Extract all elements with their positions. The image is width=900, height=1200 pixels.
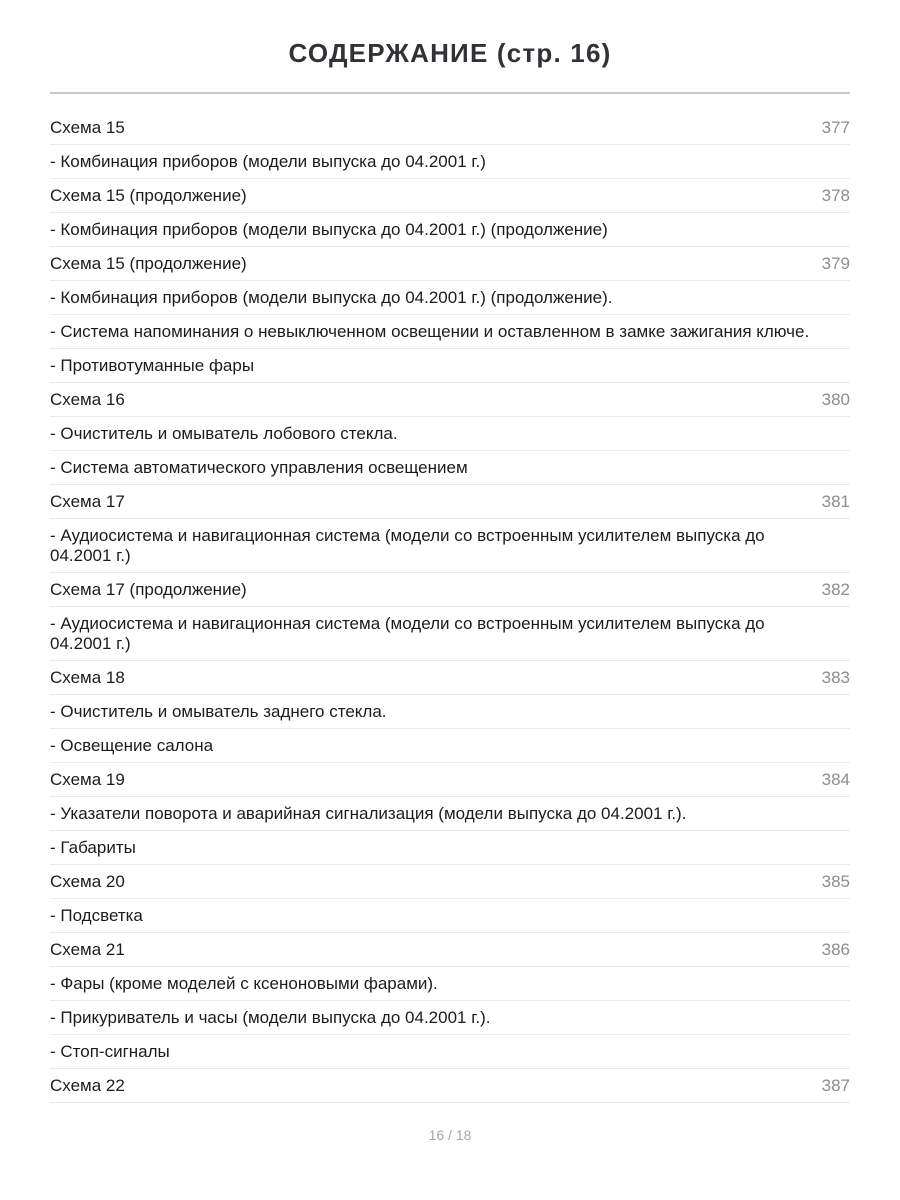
toc-entry-label: - Комбинация приборов (модели выпуска до 04.2001 г.) (продолжение). [50,287,613,307]
toc-row [50,349,850,383]
toc-row [50,417,850,451]
toc-entry-label: - Аудиосистема и навигационная система (модели со встроенным усилителем выпуска до 04.2001 г.) [50,525,765,565]
toc-entry-label: - Очиститель и омыватель заднего стекла. [50,701,387,721]
toc-row [50,695,850,729]
toc-row [50,865,850,899]
toc-entry-label: Схема 17 [50,491,125,511]
toc-entry-label: - Стоп-сигналы [50,1041,170,1061]
toc-entry-label: Схема 15 (продолжение) [50,185,247,205]
toc-entry-label: - Комбинация приборов (модели выпуска до 04.2001 г.) [50,151,486,171]
toc-row [50,111,850,145]
toc-row [50,145,850,179]
toc-entry-label: Схема 21 [50,939,125,959]
toc-row [50,763,850,797]
toc-entry-page: 385 [821,871,850,891]
toc-row [50,1069,850,1103]
toc-entry-page: 377 [821,117,850,137]
toc-entry-label: Схема 17 (продолжение) [50,579,247,599]
toc-entry-page: 387 [821,1075,850,1095]
toc-row [50,1035,850,1069]
toc-row [50,607,850,661]
toc-entry-label: - Комбинация приборов (модели выпуска до 04.2001 г.) (продолжение) [50,219,608,239]
toc-row [50,383,850,417]
toc-entry-page: 386 [821,939,850,959]
toc-row [50,831,850,865]
title-divider [50,92,850,94]
toc-row [50,1001,850,1035]
toc-row [50,281,850,315]
toc-entry-page: 384 [821,769,850,789]
page-title: СОДЕРЖАНИЕ (стр. 16) [288,38,612,68]
toc-entry-page: 378 [821,185,850,205]
toc-row [50,315,850,349]
toc-entry-label: Схема 16 [50,389,125,409]
toc-entry-label: - Очиститель и омыватель лобового стекла. [50,423,398,443]
toc-entry-page: 383 [821,667,850,687]
toc-entry-page: 381 [821,491,850,511]
toc-row [50,247,850,281]
toc-entry-label: - Прикуриватель и часы (модели выпуска до 04.2001 г.). [50,1007,491,1027]
toc-entry-label: - Система автоматического управления освещением [50,457,468,477]
toc-entry-page: 379 [821,253,850,273]
toc-entry-label: Схема 15 [50,117,125,137]
toc-entry-label: Схема 18 [50,667,125,687]
toc-entry-label: - Освещение салона [50,735,214,755]
toc-row [50,485,850,519]
toc-entry-label: - Система напоминания о невыключенном освещении и оставленном в замке зажигания ключе. [50,321,810,341]
toc-row [50,933,850,967]
toc-entry-label: - Габариты [50,837,136,857]
toc-row [50,213,850,247]
toc-entry-page: 380 [821,389,850,409]
toc-row [50,179,850,213]
toc-entry-label: Схема 22 [50,1075,125,1095]
toc-row [50,729,850,763]
toc-entry-label: Схема 19 [50,769,125,789]
toc-entry-label: Схема 15 (продолжение) [50,253,247,273]
toc-entry-label: - Подсветка [50,905,143,925]
toc-row [50,573,850,607]
toc-entry-label: - Противотуманные фары [50,355,255,375]
toc-entry-label: Схема 20 [50,871,125,891]
toc-row [50,797,850,831]
toc-row [50,451,850,485]
toc-row [50,967,850,1001]
toc-row [50,519,850,573]
toc-row [50,661,850,695]
toc-entry-page: 382 [821,579,850,599]
toc-list [50,111,850,1103]
toc-entry-label: - Указатели поворота и аварийная сигнализация (модели выпуска до 04.2001 г.). [50,803,687,823]
toc-entry-label: - Фары (кроме моделей с ксеноновыми фарами). [50,973,438,993]
toc-entry-label: - Аудиосистема и навигационная система (модели со встроенным усилителем выпуска до 04.2001 г.) [50,613,765,653]
page-indicator: 16 / 18 [428,1127,472,1143]
toc-row [50,899,850,933]
